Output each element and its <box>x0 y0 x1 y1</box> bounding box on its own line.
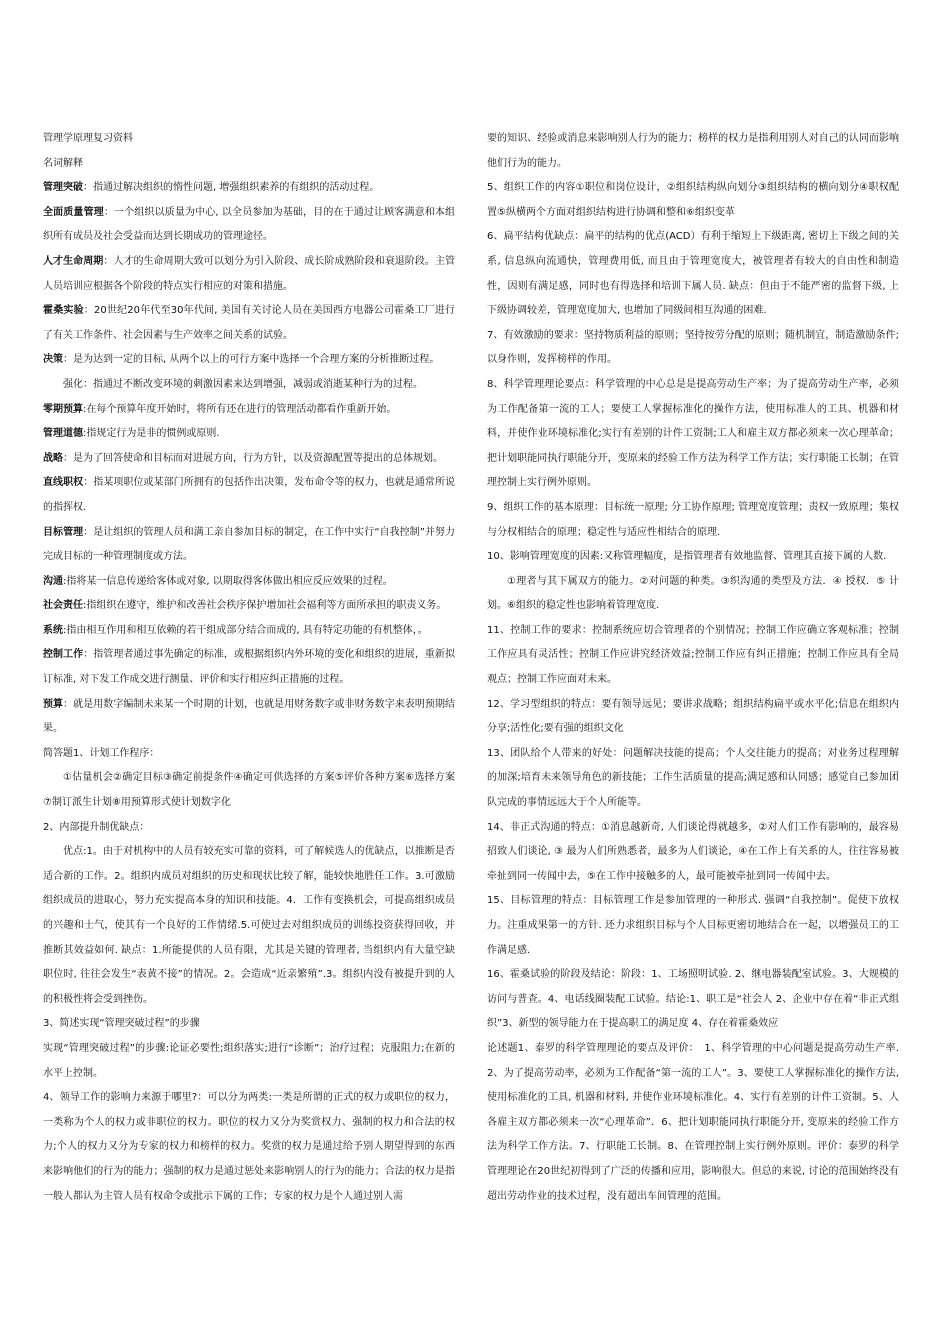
paragraph: 论述题1、泰罗的科学管理理论的要点及评价： 1、科学管理的中心问题是提高劳动生产率. 2、为了提高劳动率，必须为工作配备“第一流的工人”。3、要使工人掌握标准化的操作方法, 使用标准化的工具, 机器和材料, 并使作业环境标准化。4、实行有差别的计件工资制。5、人各雇主双方都必须来一次“心理革命”．6、把计划职能同执行职能分开, 变原来的经验工作方法为科学工作方法。7、行职能工长制。8、在管理控制上实行例外原则。评价：泰罗的科学管理理论在20世纪初得到了广泛的传播和应用，影响很大。但总的来说, 讨论的范围始终没有超出劳动作业的技术过程，没有超出车间管理的范围。 <box>487 1042 899 1202</box>
paragraph: 优点:1。由于对机构中的人员有较充实可靠的资料，可了解候选人的优缺点，以推断是否适合新的工作。2。组织内成员对组织的历史和现状比较了解，能较快地胜任工作。3.可激励组织成员的进取心，努力充实提高本身的知识和技能。4．工作有变换机会，可提高组织成员的兴趣和士气，使其有一个良好的工作情绪.5.可使过去对组织成员的训练投资获得回收，并推断其效益如何. 缺点：1.所能提供的人员有限，尤其是关键的管理者, 当组织内有大量空缺职位时, 往往会发生“表黄不接”的情况。2。会造成“近亲繁殖”.3。组织内没有被提升到的人的积极性将会受到挫伤。 <box>43 846 455 1005</box>
paragraph: 9、组织工作的基本原理：目标统一原理; 分工协作原理; 管理宽度管理；责权一致原理；集权与分权相结合的原理；稳定性与适应性相结合的原理. <box>487 501 899 538</box>
term-entry <box>43 422 455 447</box>
paragraph: 12、学习型组织的特点：要有领导远见；要讲求战略；组织结构扁平或水平化;信息在组织内分享;活性化;要有强的组织文化 <box>487 698 899 735</box>
term-definition: :指组织在遵守，维护和改善社会秩序保护增加社会福利等方面所承担的职责义务。 <box>83 600 447 612</box>
term-definition: 强化：指通过不断改变环境的刺激因素来达到增强，减弱或消逝某种行为的过程。 <box>63 378 423 390</box>
term-name: 霍桑实验 <box>43 305 84 317</box>
term-entry <box>43 348 455 373</box>
term-name: 系统 <box>43 624 63 636</box>
term-entry <box>43 373 455 398</box>
paragraph: ①理者与其下属双方的能力。②对问题的种类。③织沟通的类型及方法．④ 授权．⑤ 计划。⑥组织的稳定性也影响着管理宽度. <box>487 575 899 612</box>
right-paragraph-list <box>487 127 899 1209</box>
term-definition: :指由相互作用和相互依赖的若干组成部分结合而成的, 具有特定功能的有机整体，。 <box>63 624 428 636</box>
term-list <box>43 176 455 742</box>
term-name: 管理道德 <box>43 428 83 440</box>
paragraph: 10、影响管理宽度的因素:又称管理幅度，是指管理者有效地监督、管理其直接下属的人数. <box>487 551 887 563</box>
term-definition: ：指某项职位或某部门所拥有的包括作出决策，发布命令等的权力，也就是通常所说的指挥权. <box>43 477 456 513</box>
term-entry <box>43 693 455 742</box>
term-entry <box>43 643 455 692</box>
term-definition: ：人才的生命周期大致可以划分为引入阶段、成长阶成熟阶段和衰退阶段。主管人员培训应根据各个阶段的特点实行相应的对策和措施。 <box>43 255 456 292</box>
term-definition: ：指通过解决组织的惰性问题, 增强组织素养的有组织的活动过程。 <box>83 182 380 194</box>
paragraph: 3、简述实现“管理突破过程”的步骤 <box>43 1018 200 1030</box>
term-entry <box>43 570 455 595</box>
term-name: 零期预算 <box>43 403 83 415</box>
term-name: 预算 <box>43 698 64 710</box>
term-entry <box>43 299 455 348</box>
term-name: 目标管理 <box>43 526 84 538</box>
term-definition: ：一个组织以质量为中心, 以全员参加为基础，目的在于通过让顾客满意和本组织所有成员及社会受益而达到长期成功的管理途径。 <box>43 206 456 243</box>
term-name: 决策 <box>43 354 63 366</box>
paragraph: 16、霍桑试验的阶段及结论：阶段：1、工场照明试验. 2、继电器装配室试验。3、大规模的访问与普查。4、电话线圈装配工试验。结论:1、职工是“社会人 2、企业中存在着“非正式组织”3、新型的领导能力在于提高职工的满足度 4、存在着霍桑效应 <box>487 969 899 1030</box>
paragraph: 5、组织工作的内容①职位和岗位设计，②组织结构纵向划分③组织结构的横向划分④职权配置⑤纵横两个方面对组织结构进行协调和整和⑥组织变革 <box>487 182 899 218</box>
term-name: 沟通 <box>43 575 63 587</box>
term-entry <box>43 471 455 520</box>
term-entry <box>43 619 455 644</box>
paragraph: ①估量机会②确定目标③确定前提条件④确定可供选择的方案⑤评价各种方案⑥选择方案⑦制订派生计划⑧用预算形式使计划数字化 <box>43 772 455 809</box>
left-column <box>43 127 455 1209</box>
term-name: 管理突破 <box>43 182 83 194</box>
section-heading-terms: 名词解释 <box>43 157 83 169</box>
term-name: 全面质量管理 <box>43 206 104 218</box>
term-entry <box>43 521 455 570</box>
term-entry <box>43 250 455 299</box>
right-column <box>487 127 899 1209</box>
term-definition: ：是让组织的管理人员和满工亲自参加目标的制定，在工作中实行“自我控制”并努力完成目标的一种管理制度或方法。 <box>43 526 455 563</box>
term-definition: ：是为达到一定的目标, 从两个以上的可行方案中选择一个合理方案的分析推断过程。 <box>63 354 440 366</box>
term-entry <box>43 398 455 423</box>
paragraph: 6、扁平结构优缺点：扁平的结构的优点(ACD）有利于缩短上下级距离, 密切上下级之间的关系, 信息纵向流通快，管理费用低, 而且由于管理宽度大，被管理者有较大的自由性和制造性，因则有满足感，同时也有得选择和培训下属人员. 缺点：但由于不能严密的监督下级, 上下级协调较差，管理宽度加大, 也增加了同级间相互沟通的困难. <box>487 231 899 317</box>
term-name: 人才生命周期 <box>43 255 104 267</box>
term-entry <box>43 201 455 250</box>
paragraph: 15、目标管理的特点：目标管理工作是参加管理的一种形式. 强调“自我控制”。促使下放权力。注重成果第一的方针. 还力求组织目标与个人目标更密切地结合在一起，以增强员工的工作满足感. <box>487 895 899 956</box>
term-definition: :指规定行为是非的惯例或原则. <box>83 428 220 440</box>
term-name: 直线职权 <box>43 477 84 489</box>
term-definition: ：就是用数字编制未来某一个时期的计划，也就是用财务数字或非财务数字来表明预期结果。 <box>43 698 456 735</box>
term-definition: ：20世纪20年代至30年代间, 美国有关讨论人员在美国西方电器公司霍桑工厂进行了有关工作条件、社会因素与生产效率之间关系的试验。 <box>43 305 456 341</box>
term-entry <box>43 176 455 201</box>
term-entry <box>43 594 455 619</box>
paragraph: 要的知识、经验或消息来影响别人行为的能力；榜样的权力是指利用别人对自己的认同而影响他们行为的能力。 <box>487 133 899 169</box>
paragraph: 11、控制工作的要求：控制系统应切合管理者的个别情况；控制工作应确立客观标准；控制工作应具有灵活性；控制工作应讲究经济效益;控制工作应有纠正措施；控制工作应具有全局观点；控制工作应面对未来。 <box>487 624 899 686</box>
paragraph: 8、科学管理理论要点：科学管理的中心总是是提高劳动生产率；为了提高劳动生产率，必须为工作配备第一流的工人；要使工人掌握标准化的操作方法，使用标准人的工具、机器和材料，并使作业环境标准化;实行有差别的计件工资制;工人和雇主双方都必须来一次心理革命；把计划职能同执行职能分开，变原来的经验工作方法为科学工作方法；实行职能工长制；在管理控制上实行例外原则。 <box>487 378 899 489</box>
short-answer-section <box>43 742 455 1209</box>
paragraph: 简答题1、计划工作程序： <box>43 747 160 759</box>
paragraph: 4、领导工作的影响力来源于哪里?：可以分为两类:一类是所谓的正式的权力或职位的权力，一类称为个人的权力或非职位的权力。职位的权力又分为奖赏权力、强制的权力和合法的权力;个人的权力又分为专家的权力和榜样的权力。奖赏的权力是通过给予别人期望得到的东西来影响他们的行为的能力；强制的权力是通过惩处来影响别人的行为的能力；合法的权力是指一般人都认为主管人员有权命令或批示下属的工作；专家的权力是个人通过别人需 <box>43 1092 455 1202</box>
paragraph: 14、非正式沟通的特点：①消息越新奇, 人们谈论得就越多，②对人们工作有影响的，最容易招致人们谈论, ③ 最为人们所熟悉者，最多为人们谈论，④在工作上有关系的人，往往容易被牵扯到同一传闻中去，⑤在工作中接触多的人，最可能被牵扯到同一传闻中去。 <box>487 821 899 882</box>
paragraph: 2、内部提升制优缺点： <box>43 821 150 833</box>
term-name: 控制工作 <box>43 649 84 661</box>
document-title: 管理学原理复习资料 <box>43 133 133 144</box>
term-definition: ：指管理者通过事先确定的标准，或根据组织内外环境的变化和组织的进展，重新拟订标准, 对下发工作成交进行测量、评价和实行相应纠正措施的过程。 <box>43 649 456 686</box>
term-entry <box>43 447 455 472</box>
term-name: 社会责任 <box>43 600 83 612</box>
paragraph: 实现“管理突破过程”的步骤:论证必要性;组织落实;进行“诊断”；治疗过程；克服阻力;在新的水平上控制。 <box>43 1042 455 1079</box>
paragraph: 7、有效激励的要求：坚持物质利益的原则；坚持按劳分配的原则；随机制宜，制造激励条件;以身作则，发挥榜样的作用。 <box>487 329 899 366</box>
term-definition: :在每个预算年度开始时，将所有还在进行的管理活动都看作重新开始。 <box>83 403 397 415</box>
term-definition: :指将某一信息传递给客体或对象, 以期取得客体做出相应反应效果的过程。 <box>63 575 393 587</box>
term-name: 战略 <box>43 452 63 464</box>
term-definition: ：是为了回答使命和目标而对进展方向，行为方针，以及资源配置等提出的总体规划。 <box>63 452 443 464</box>
paragraph: 13、团队给个人带来的好处：问题解决技能的提高；个人交往能力的提高；对业务过程理解的加深;培育未来领导角色的新技能；工作生活质量的提高;满足感和认同感；感觉自己参加团队完成的事情远远大于个人所能等。 <box>487 747 899 809</box>
